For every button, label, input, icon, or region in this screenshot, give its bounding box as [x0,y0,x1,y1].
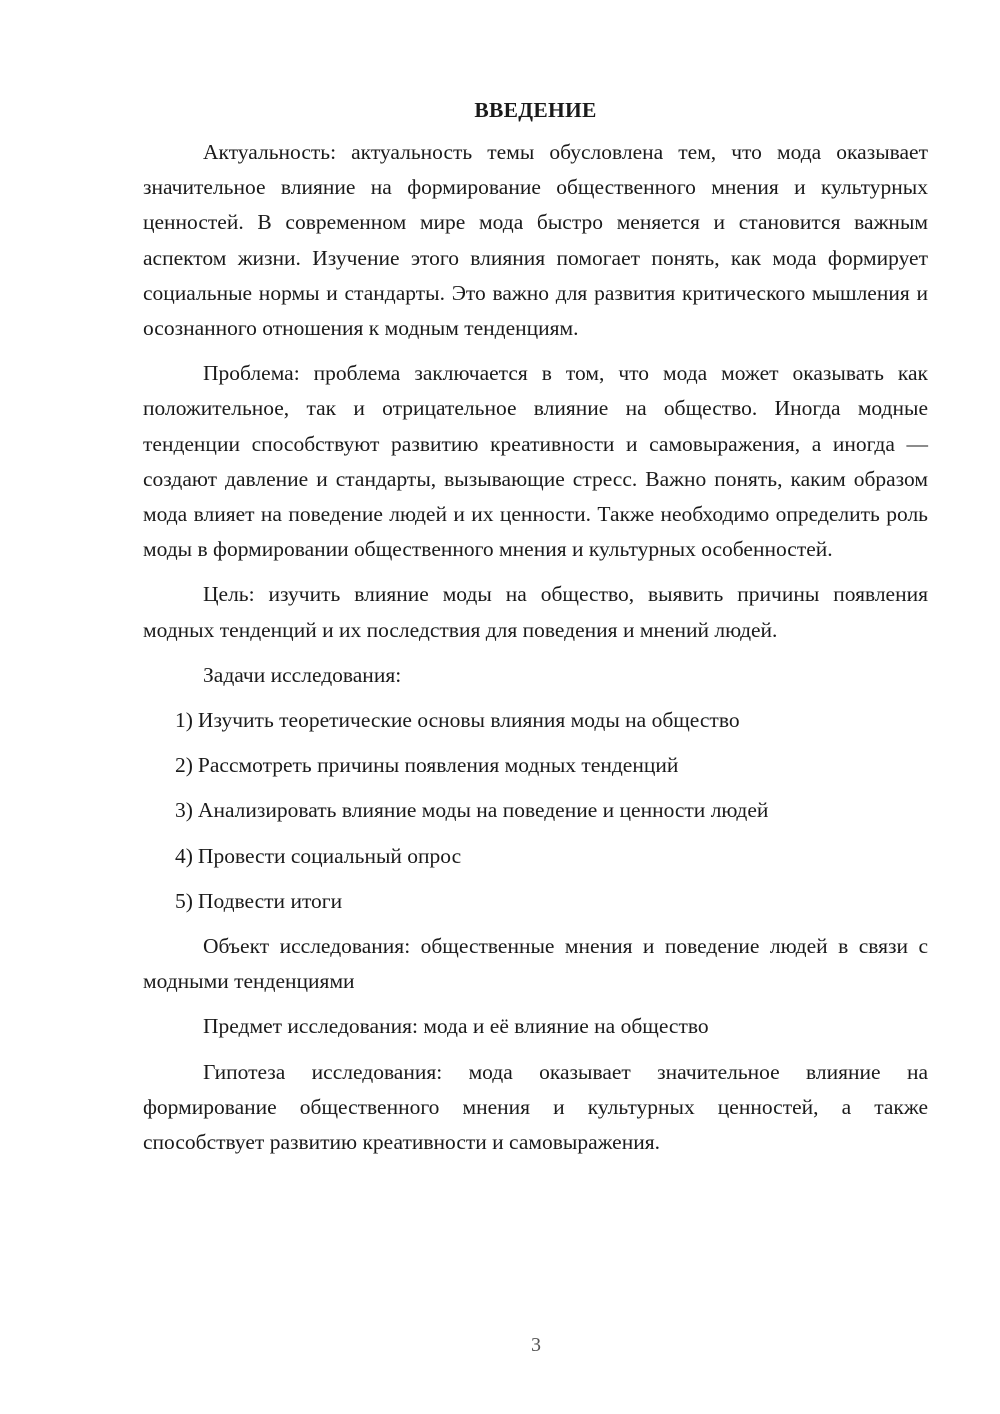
task-text: Анализировать влияние моды на поведение и ценности людей [197,798,769,823]
tasks-heading: Задачи исследования: [203,662,402,687]
task-number: 1) [175,708,193,733]
problem-paragraph: Проблема: проблема заключается в том, что мода может оказывать как положительное, так и отрицательное влияние на общество. Иногда модные тенденции способствуют развитию креативности и самовыражения, а иногда — создают давление и стандарты, вызывающие стресс. Важно понять, каким образом мода влияет на поведение людей и их ценности. Также необходимо определить роль моды в формировании общественного мнения и культурных особенностей. [143,361,928,562]
task-text: Подвести итоги [197,888,343,913]
task-number: 4) [175,843,193,868]
task-number: 5) [175,888,193,913]
relevance-paragraph: Актуальность: актуальность темы обусловлена тем, что мода оказывает значительное влияние на формирование общественного мнения и культурных ценностей. В современном мире мода быстро меняется и становится важным аспектом жизни. Изучение этого влияния помогает понять, как мода формирует социальные нормы и стандарты. Это важно для развития критического мышления и осознанного отношения к модным тенденциям. [143,140,928,341]
subject-paragraph: Предмет исследования: мода и её влияние на общество [203,1014,709,1039]
page-title: ВВЕДЕНИЕ [474,98,597,122]
task-number: 2) [175,753,193,778]
task-item [143,703,928,738]
object-paragraph: Объект исследования: общественные мнения и поведение людей в связи с модными тенденциями [143,934,928,994]
task-item [143,793,928,828]
task-text: Рассмотреть причины появления модных тенденций [197,753,679,778]
task-item [143,839,928,874]
task-number: 3) [175,798,193,823]
goal-paragraph: Цель: изучить влияние моды на общество, выявить причины появления модных тенденций и их последствия для поведения и мнений людей. [143,582,928,642]
hypothesis-paragraph: Гипотеза исследования: мода оказывает значительное влияние на формирование общественного мнения и культурных ценностей, а также способствует развитию креативности и самовыражения. [143,1059,928,1155]
task-item [143,748,928,783]
task-item [143,884,928,919]
page-number: 3 [531,1334,541,1356]
task-text: Провести социальный опрос [197,843,462,868]
task-text: Изучить теоретические основы влияния моды на общество [197,708,740,733]
document-page [143,95,928,1170]
